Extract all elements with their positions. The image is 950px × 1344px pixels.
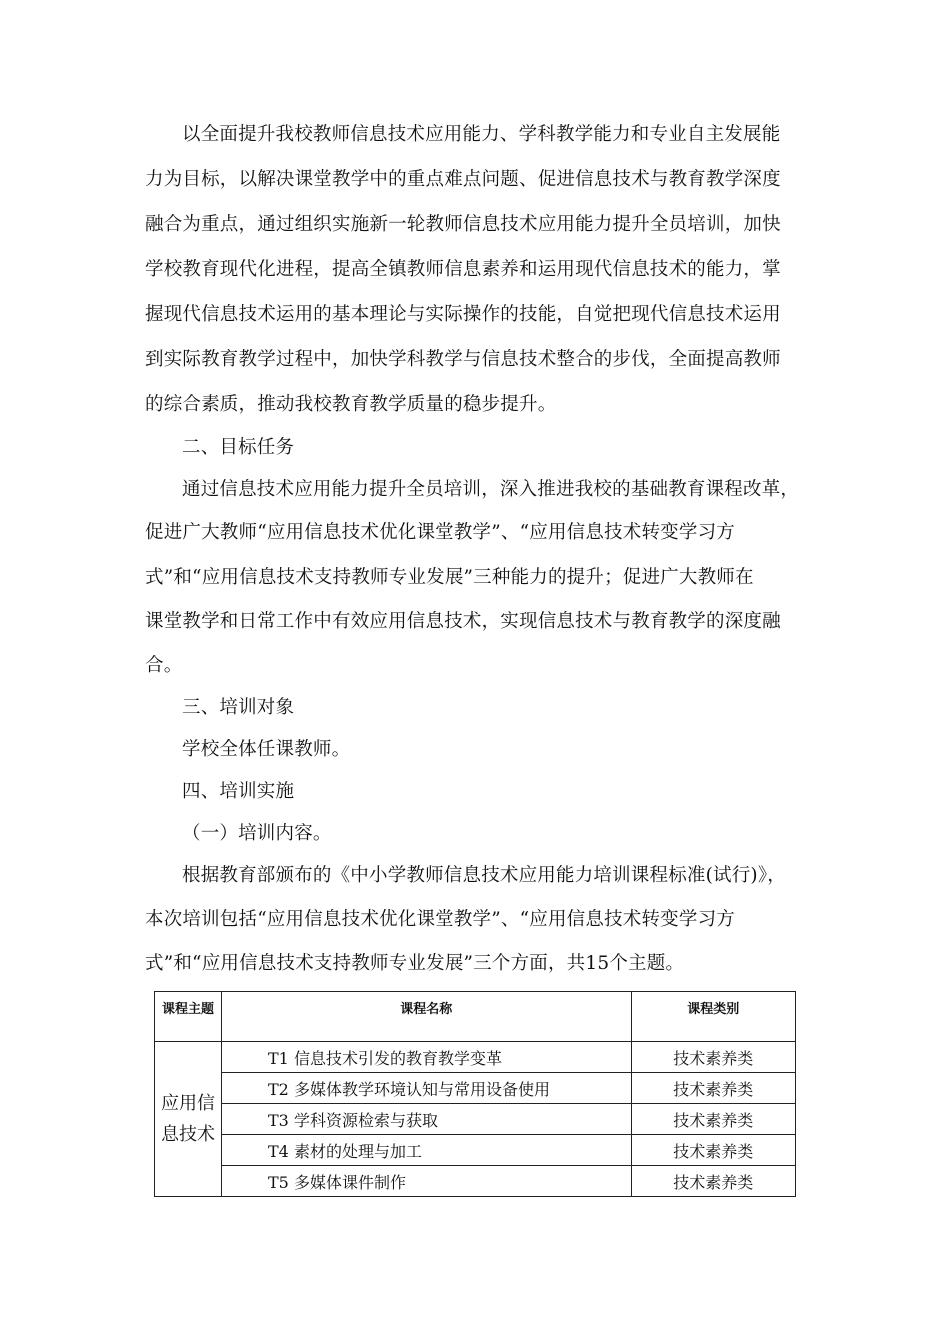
theme-text: 应用信 <box>161 1093 215 1114</box>
theme-text: 息技术 <box>161 1124 215 1145</box>
section-heading-target: 三、培训对象 <box>182 697 295 718</box>
goal-line: 通过信息技术应用能力提升全员培训，深入推进我校的基础教育课程改革， <box>182 479 800 500</box>
header-course-name: 课程名称 <box>222 992 632 1042</box>
header-course-category: 课程类别 <box>631 992 795 1042</box>
intro-line: 的综合素质，推动我校教育教学质量的稳步提升。 <box>145 394 557 415</box>
course-category: 技术素养类 <box>631 1166 795 1197</box>
intro-line: 握现代信息技术运用的基本理论与实际操作的技能，自觉把现代信息技术运用 <box>145 304 781 325</box>
section-heading-implementation: 四、培训实施 <box>182 781 295 802</box>
target-text: 学校全体任课教师。 <box>182 739 351 760</box>
goal-line: 式”和“应用信息技术支持教师专业发展”三种能力的提升；促进广大教师在 <box>145 567 754 588</box>
table-row <box>155 1135 796 1166</box>
course-category: 技术素养类 <box>631 1042 795 1073</box>
course-category: 技术素养类 <box>631 1073 795 1104</box>
goal-line: 课堂教学和日常工作中有效应用信息技术，实现信息技术与教育教学的深度融 <box>145 611 781 632</box>
intro-line: 融合为重点，通过组织实施新一轮教师信息技术应用能力提升全员培训，加快 <box>145 214 781 235</box>
content-line: 式”和“应用信息技术支持教师专业发展”三个方面，共15个主题。 <box>145 953 685 974</box>
course-name: T1 信息技术引发的教育教学变革 <box>222 1042 632 1073</box>
course-name: T2 多媒体教学环境认知与常用设备使用 <box>222 1073 632 1104</box>
course-category: 技术素养类 <box>631 1135 795 1166</box>
course-name: T3 学科资源检索与获取 <box>222 1104 632 1135</box>
course-category: 技术素养类 <box>631 1104 795 1135</box>
table-row <box>155 1073 796 1104</box>
intro-line: 以全面提升我校教师信息技术应用能力、学科教学能力和专业自主发展能 <box>182 124 781 145</box>
table-row <box>155 1042 796 1073</box>
course-name: T4 素材的处理与加工 <box>222 1135 632 1166</box>
table-row <box>155 1166 796 1197</box>
header-course-theme: 课程主题 <box>155 992 222 1042</box>
section-heading-goals: 二、目标任务 <box>182 437 295 458</box>
intro-line: 力为目标，以解决课堂教学中的重点难点问题、促进信息技术与教育教学深度 <box>145 169 781 190</box>
content-line: 本次培训包括“应用信息技术优化课堂教学”、“应用信息技术转变学习方 <box>145 909 735 930</box>
intro-line: 学校教育现代化进程，提高全镇教师信息素养和运用现代信息技术的能力，掌 <box>145 259 781 280</box>
content-line: 根据教育部颁布的《中小学教师信息技术应用能力培训课程标准(试行)》， <box>182 865 786 886</box>
table-row <box>155 1104 796 1135</box>
course-table <box>154 991 796 1197</box>
sub-heading-content: （一）培训内容。 <box>182 823 332 844</box>
goal-line: 促进广大教师“应用信息技术优化课堂教学”、“应用信息技术转变学习方 <box>145 522 735 543</box>
table-header-row <box>155 992 796 1042</box>
course-name: T5 多媒体课件制作 <box>222 1166 632 1197</box>
goal-line: 合。 <box>145 655 183 676</box>
theme-cell <box>155 1042 222 1197</box>
intro-line: 到实际教育教学过程中，加快学科教学与信息技术整合的步伐，全面提高教师 <box>145 349 781 370</box>
